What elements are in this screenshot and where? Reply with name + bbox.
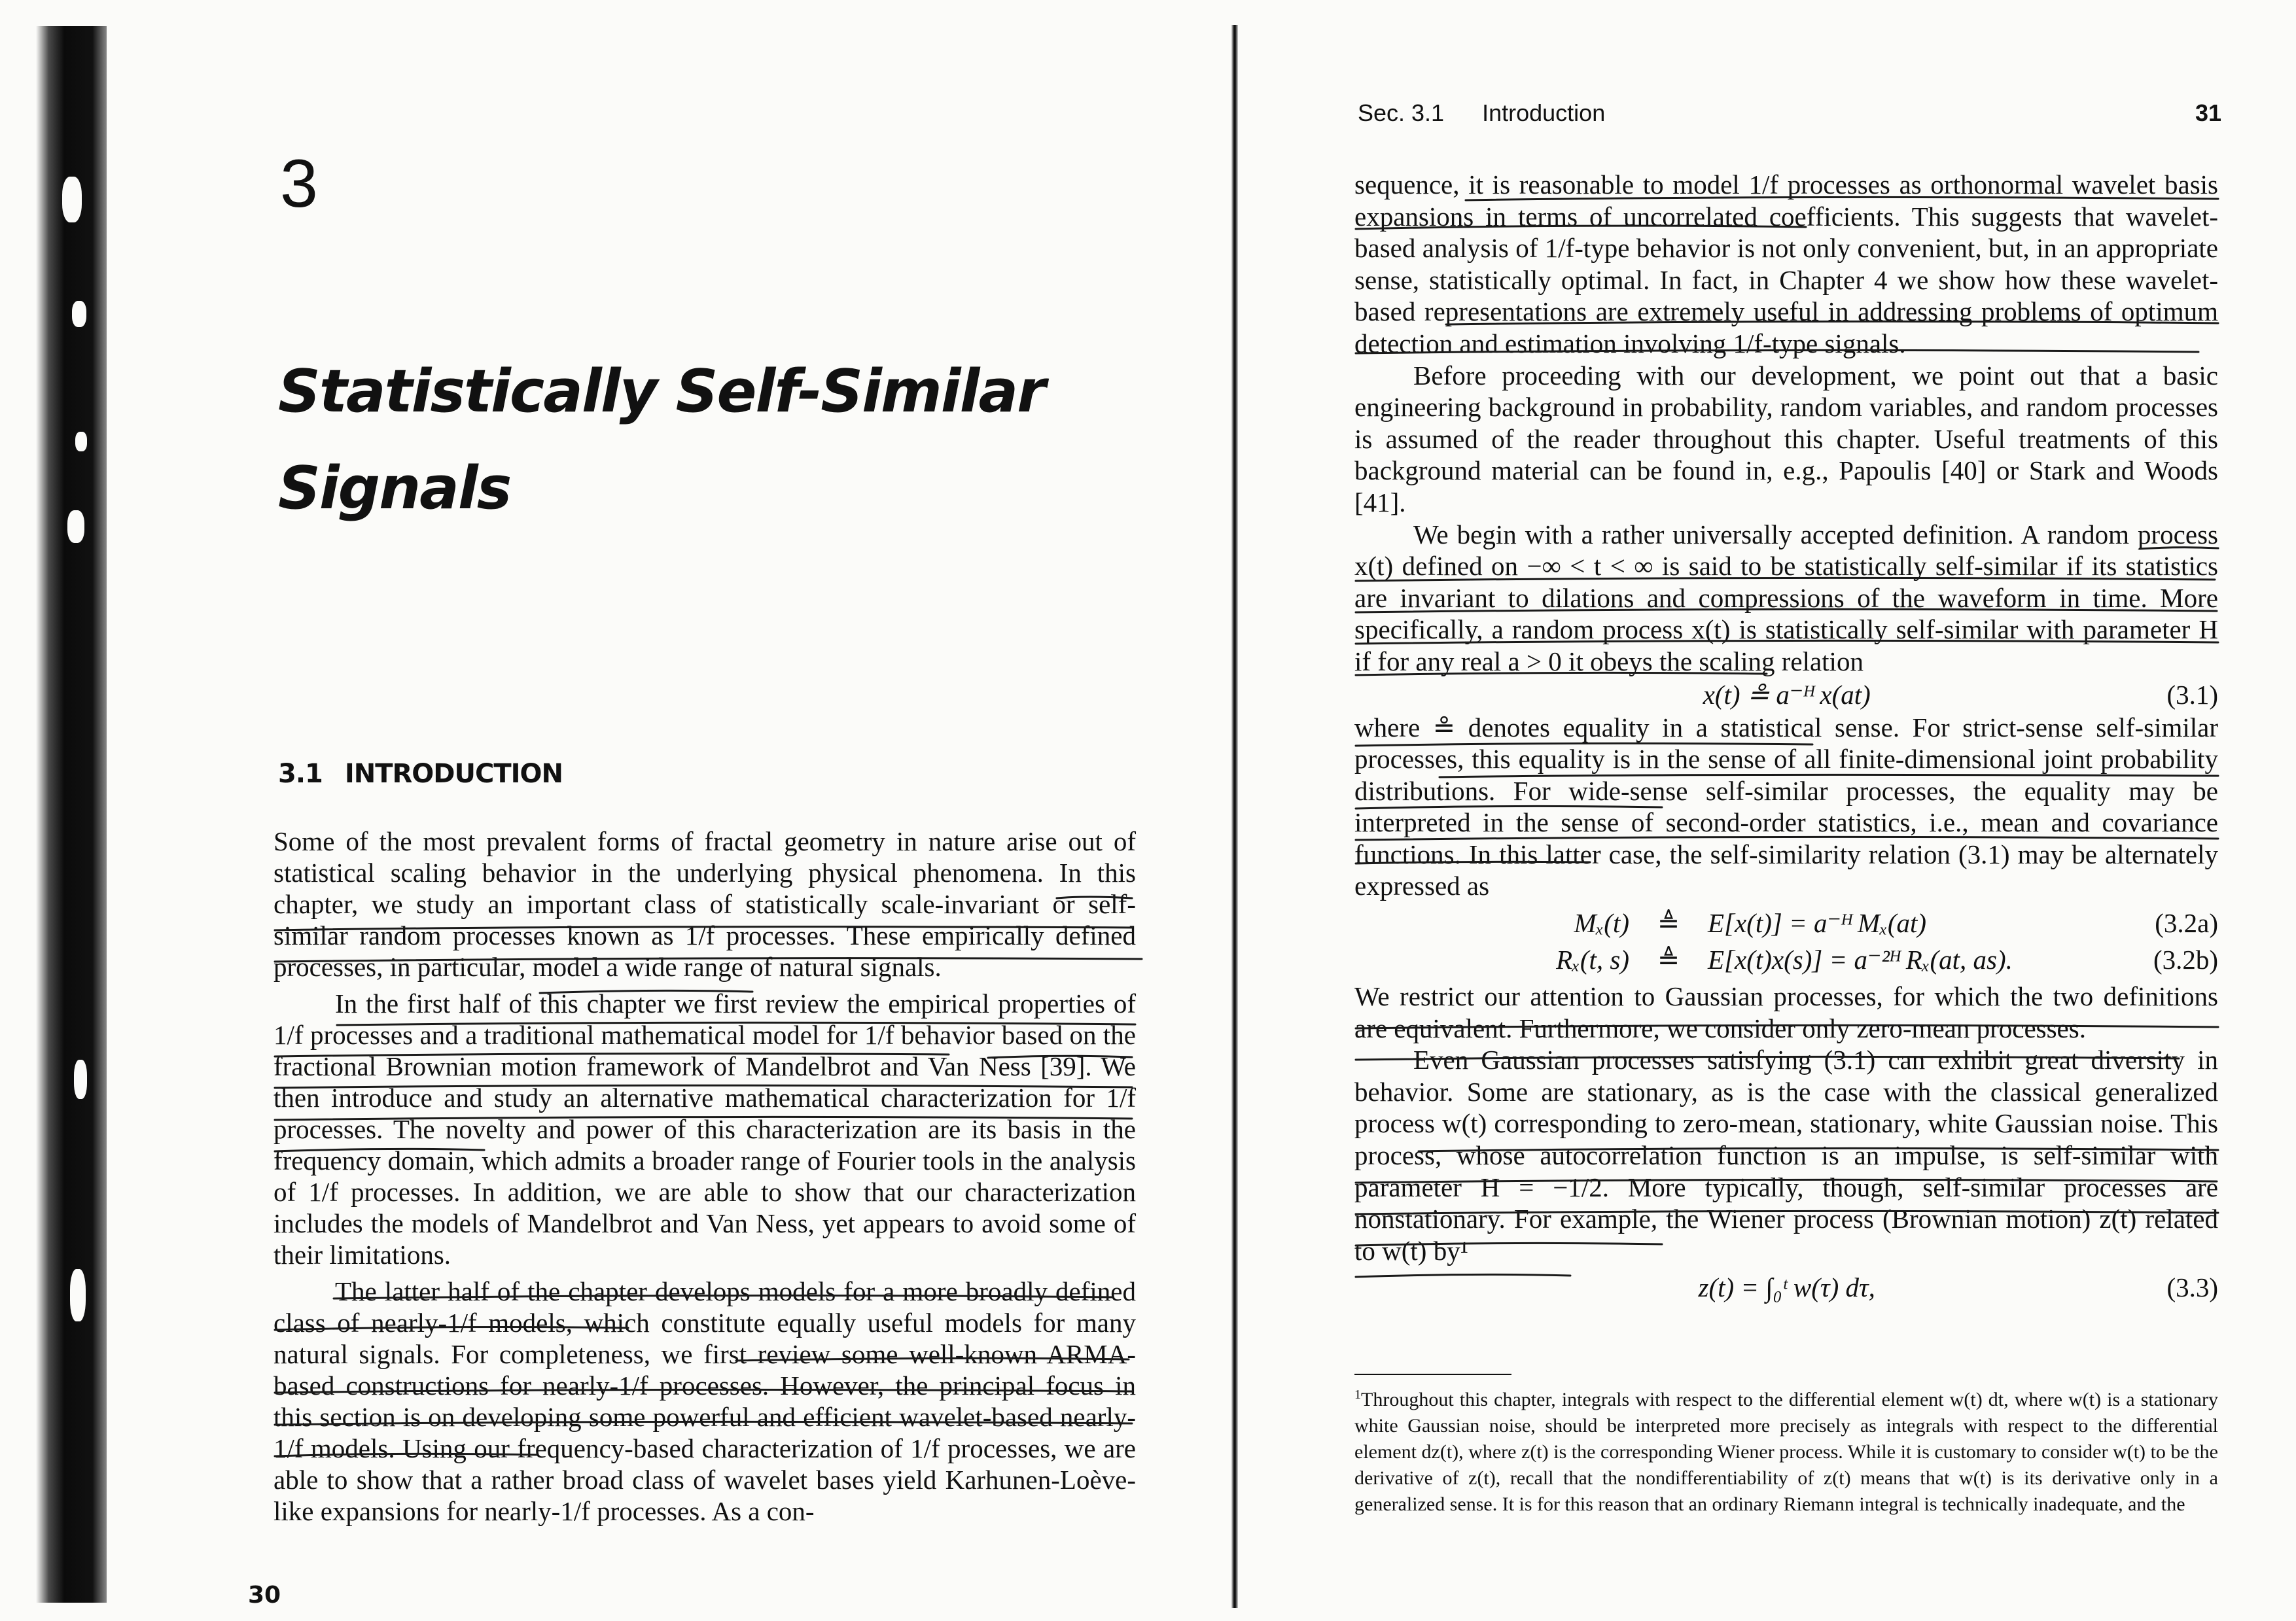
running-head-section: Sec. 3.1 (1358, 99, 1445, 126)
left-page-number: 30 (248, 1582, 281, 1609)
equation-3-3-number: (3.3) (2166, 1272, 2218, 1303)
equation-3-1-body: x(t) ≗ a⁻ᴴ x(at) (1703, 679, 1871, 710)
equation-3-2a (1354, 905, 2218, 941)
left-paragraph-1: Some of the most prevalent forms of fractal geometry in nature arise out of statistical scaling behavior in the underlying physical phenomena. In this chapter, we study an important class of statistically scale-invariant or self-similar random processes known as 1/f processes. These empirically defined processes, in particular, model a wide range of natural signals. (274, 826, 1136, 982)
footnote-rule (1354, 1374, 1511, 1375)
right-page-number: 31 (2195, 99, 2221, 126)
equation-3-2b-lhs: Rₓ(t, s) (1556, 945, 1629, 975)
equation-3-2a-relation: ≜ (1657, 908, 1680, 939)
book-gutter (1231, 25, 1238, 1608)
footnote-text: Throughout this chapter, integrals with respect to the differential element w(t) dt, where w(t) is a stationary white Gaussian noise, should be interpreted more precisely as integrals with respect to the differential element dz(t), where z(t) is the corresponding Wiener process. While it is customary to consider w(t) to be the derivative of z(t), recall that the nondifferentiability of z(t) means that w(t) is its derivative only in a generalized sense. It is for this reason that an ordinary Riemann integral is technically inadequate, and the (1354, 1389, 2218, 1515)
equation-3-1-number: (3.1) (2166, 679, 2218, 710)
right-paragraph-4: where ≗ denotes equality in a statistical sense. For strict-sense self-similar processes, this equality is in the sense of all finite-dimensional joint probability distributions. For wide-sense self-similar processes, the equality may be interpreted in the sense of second-order statistics, i.e., mean and covariance functions. In this latter case, the self-similarity relation (3.1) may be alternately expressed as (1354, 712, 2218, 901)
running-head (1358, 99, 2221, 127)
section-number: 3.1 (278, 759, 323, 789)
right-page (1243, 0, 2296, 1621)
chapter-number: 3 (280, 146, 318, 222)
equation-3-2b-relation: ≜ (1657, 945, 1680, 975)
right-paragraph-3: We begin with a rather universally accepted definition. A random process x(t) defined on −∞ < t < ∞ is said to be statistically self-similar if its statistics are invariant to dilations and compressions of the waveform in time. More specifically, a random process x(t) is statistically self-similar with parameter H if for any real a > 0 it obeys the scaling relation (1354, 519, 2218, 676)
equation-3-2a-number: (3.2a) (2155, 908, 2218, 939)
chapter-title (278, 343, 1129, 537)
equation-3-3 (1354, 1270, 2218, 1304)
equation-3-2b-rhs: E[x(t)x(s)] = a⁻²ᴴ Rₓ(at, as). (1708, 945, 2013, 975)
equation-3-2b (1354, 941, 2218, 978)
footnote (1354, 1382, 2218, 1518)
chapter-title-line2: Signals (278, 454, 511, 523)
right-paragraph-2: Before proceeding with our development, we point out that a basic engineering background in probability, random variables, and random processes is assumed of the reader throughout this chapter. Useful treatments of this background material can be found in, e.g., Papoulis [40] or Stark and Woods [41]. (1354, 360, 2218, 517)
scan-binding-shadow (36, 26, 107, 1603)
equations-3-2 (1354, 905, 2218, 978)
left-body-text (274, 826, 1136, 1527)
section-heading (278, 759, 563, 789)
right-paragraph-6: Even Gaussian processes satisfying (3.1) can exhibit great diversity in behavior. Some are stationary, as is the case with the classical generalized process w(t) corresponding to zero-mean, stationary, white Gaussian noise. This process, whose autocorrelation function is an impulse, is self-similar with parameter H = −1/2. More typically, though, self-similar processes are nonstationary. For example, the Wiener process (Brownian motion) z(t) related to w(t) by¹ (1354, 1045, 2218, 1266)
left-paragraph-3: The latter half of the chapter develops models for a more broadly defined class of nearly-1/f models, which constitute equally useful models for many natural signals. For completeness, we first review some well-known ARMA-based constructions for nearly-1/f processes. However, the principal focus in this section is on developing some powerful and efficient wavelet-based nearly-1/f models. Using our frequency-based characterization of 1/f processes, we are able to show that a rather broad class of wavelet bases yield Karhunen-Loève-like expansions for nearly-1/f processes. As a con- (274, 1276, 1136, 1526)
left-paragraph-2: In the first half of this chapter we first review the empirical properties of 1/f processes and a traditional mathematical model for 1/f behavior based on the fractional Brownian motion framework of Mandelbrot and Van Ness [39]. We then introduce and study an alternative mathematical characterization for 1/f processes. The novelty and power of this characterization are its basis in the frequency domain, which admits a broader range of Fourier tools in the analysis of 1/f processes. In addition, we are able to show that our characterization includes the models of Mandelbrot and Van Ness, yet appears to avoid some of their limitations. (274, 988, 1136, 1270)
footnote-marker: 1 (1354, 1387, 1361, 1402)
right-body-text (1354, 169, 2218, 1304)
equation-3-2a-lhs: Mₓ(t) (1574, 908, 1629, 939)
equation-3-2b-number: (3.2b) (2153, 945, 2218, 975)
running-head-title: Introduction (1482, 99, 1606, 126)
right-paragraph-1: sequence, it is reasonable to model 1/f processes as orthonormal wavelet basis expansions in terms of uncorrelated coefficients. This suggests that wavelet-based analysis of 1/f-type behavior is not only convenient, but, in an appropriate sense, statistically optimal. In fact, in Chapter 4 we show how these wavelet-based representations are extremely useful in addressing problems of optimum detection and estimation involving 1/f-type signals. (1354, 169, 2218, 358)
right-paragraph-5: We restrict our attention to Gaussian processes, for which the two definitions are equivalent. Furthermore, we consider only zero-mean processes. (1354, 981, 2218, 1043)
equation-3-3-body: z(t) = ∫₀ᵗ w(τ) dτ, (1698, 1272, 1875, 1303)
equation-3-2a-rhs: E[x(t)] = a⁻ᴴ Mₓ(at) (1708, 908, 1927, 939)
equation-3-1 (1354, 678, 2218, 712)
chapter-title-line1: Statistically Self-Similar (278, 357, 1045, 426)
section-title: INTRODUCTION (344, 759, 563, 789)
